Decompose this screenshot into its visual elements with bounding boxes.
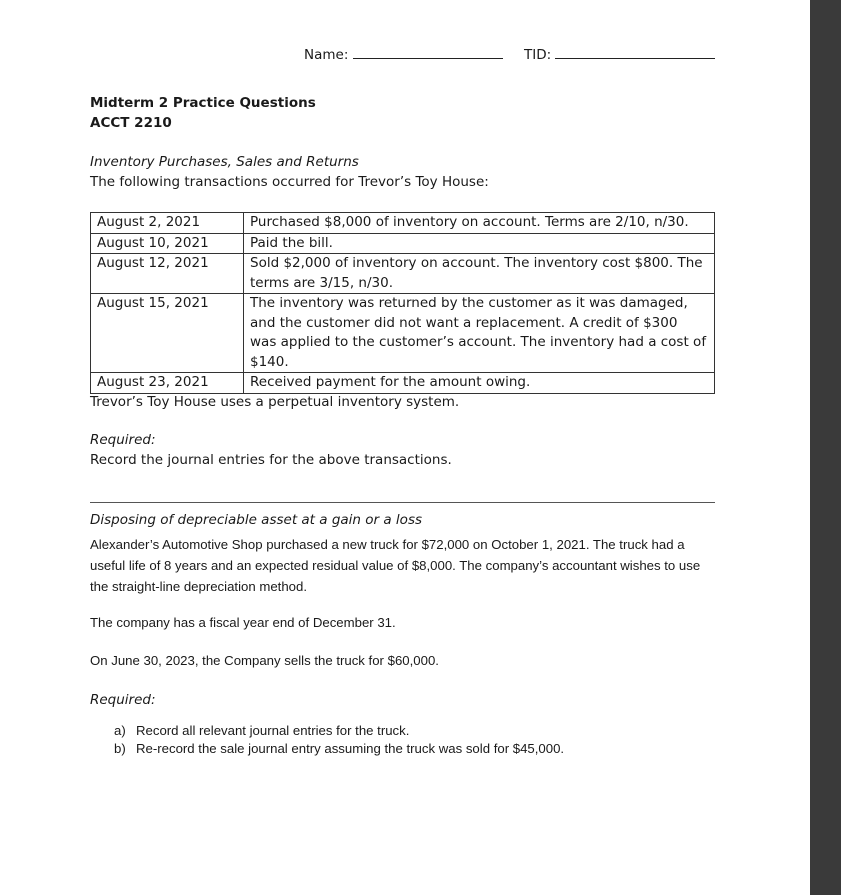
section2-paragraph-1: Alexander’s Automotive Shop purchased a new truck for $72,000 on October 1, 2021. The truck had a useful life of 8 years and an expected residual value of $8,000. The company’s accountant wishes to use the straight-line depreciation method. (90, 537, 701, 594)
list-marker: a) (114, 723, 126, 738)
section2-required-label: Required: (90, 692, 156, 708)
table-row (91, 233, 715, 254)
inventory-system-note: Trevor’s Toy House uses a perpetual inventory system. (90, 394, 460, 410)
transaction-date: August 12, 2021 (91, 254, 244, 294)
section2-heading: Disposing of depreciable asset at a gain or a loss (90, 512, 423, 528)
list-marker: b) (114, 741, 126, 756)
tid-blank-line (555, 58, 715, 59)
tid-field[interactable] (524, 47, 715, 63)
transaction-desc: Purchased $8,000 of inventory on account. Terms are 2/10, n/30. (244, 213, 715, 234)
transaction-desc: Paid the bill. (244, 233, 715, 254)
table-row (91, 373, 715, 394)
transactions-table (90, 212, 715, 394)
course-code: ACCT 2210 (90, 115, 172, 131)
transaction-date: August 15, 2021 (91, 294, 244, 373)
list-item (90, 722, 564, 740)
viewer-scrollbar[interactable] (810, 0, 841, 895)
list-item-text: Re-record the sale journal entry assuming the truck was sold for $45,000. (136, 741, 565, 756)
transaction-desc: Sold $2,000 of inventory on account. The inventory cost $800. The terms are 3/15, n/30. (244, 254, 715, 294)
transaction-desc: The inventory was returned by the customer as it was damaged, and the customer did not want a replacement. A credit of $300 was applied to the customer’s account. The inventory had a cost of $140. (244, 294, 715, 373)
list-item-text: Record all relevant journal entries for the truck. (136, 723, 410, 738)
transaction-desc: Received payment for the amount owing. (244, 373, 715, 394)
transaction-date: August 10, 2021 (91, 233, 244, 254)
section1-required-text: Record the journal entries for the above transactions. (90, 452, 452, 468)
section1-heading: Inventory Purchases, Sales and Returns (90, 154, 359, 170)
table-row (91, 294, 715, 373)
section2-required-list (90, 722, 564, 758)
name-blank-line (353, 58, 503, 59)
transaction-date: August 2, 2021 (91, 213, 244, 234)
tid-label: TID: (524, 47, 552, 63)
name-label: Name: (304, 47, 349, 63)
name-field[interactable] (304, 47, 503, 63)
section2-paragraph-3: On June 30, 2023, the Company sells the truck for $60,000. (90, 653, 439, 668)
section-divider (90, 502, 715, 503)
section1-intro: The following transactions occurred for Trevor’s Toy House: (90, 174, 489, 190)
list-item (90, 740, 564, 758)
transaction-date: August 23, 2021 (91, 373, 244, 394)
section1-required-label: Required: (90, 432, 156, 448)
table-row (91, 213, 715, 234)
section2-paragraph-2: The company has a fiscal year end of December 31. (90, 615, 396, 630)
doc-title: Midterm 2 Practice Questions (90, 95, 316, 111)
table-row (91, 254, 715, 294)
